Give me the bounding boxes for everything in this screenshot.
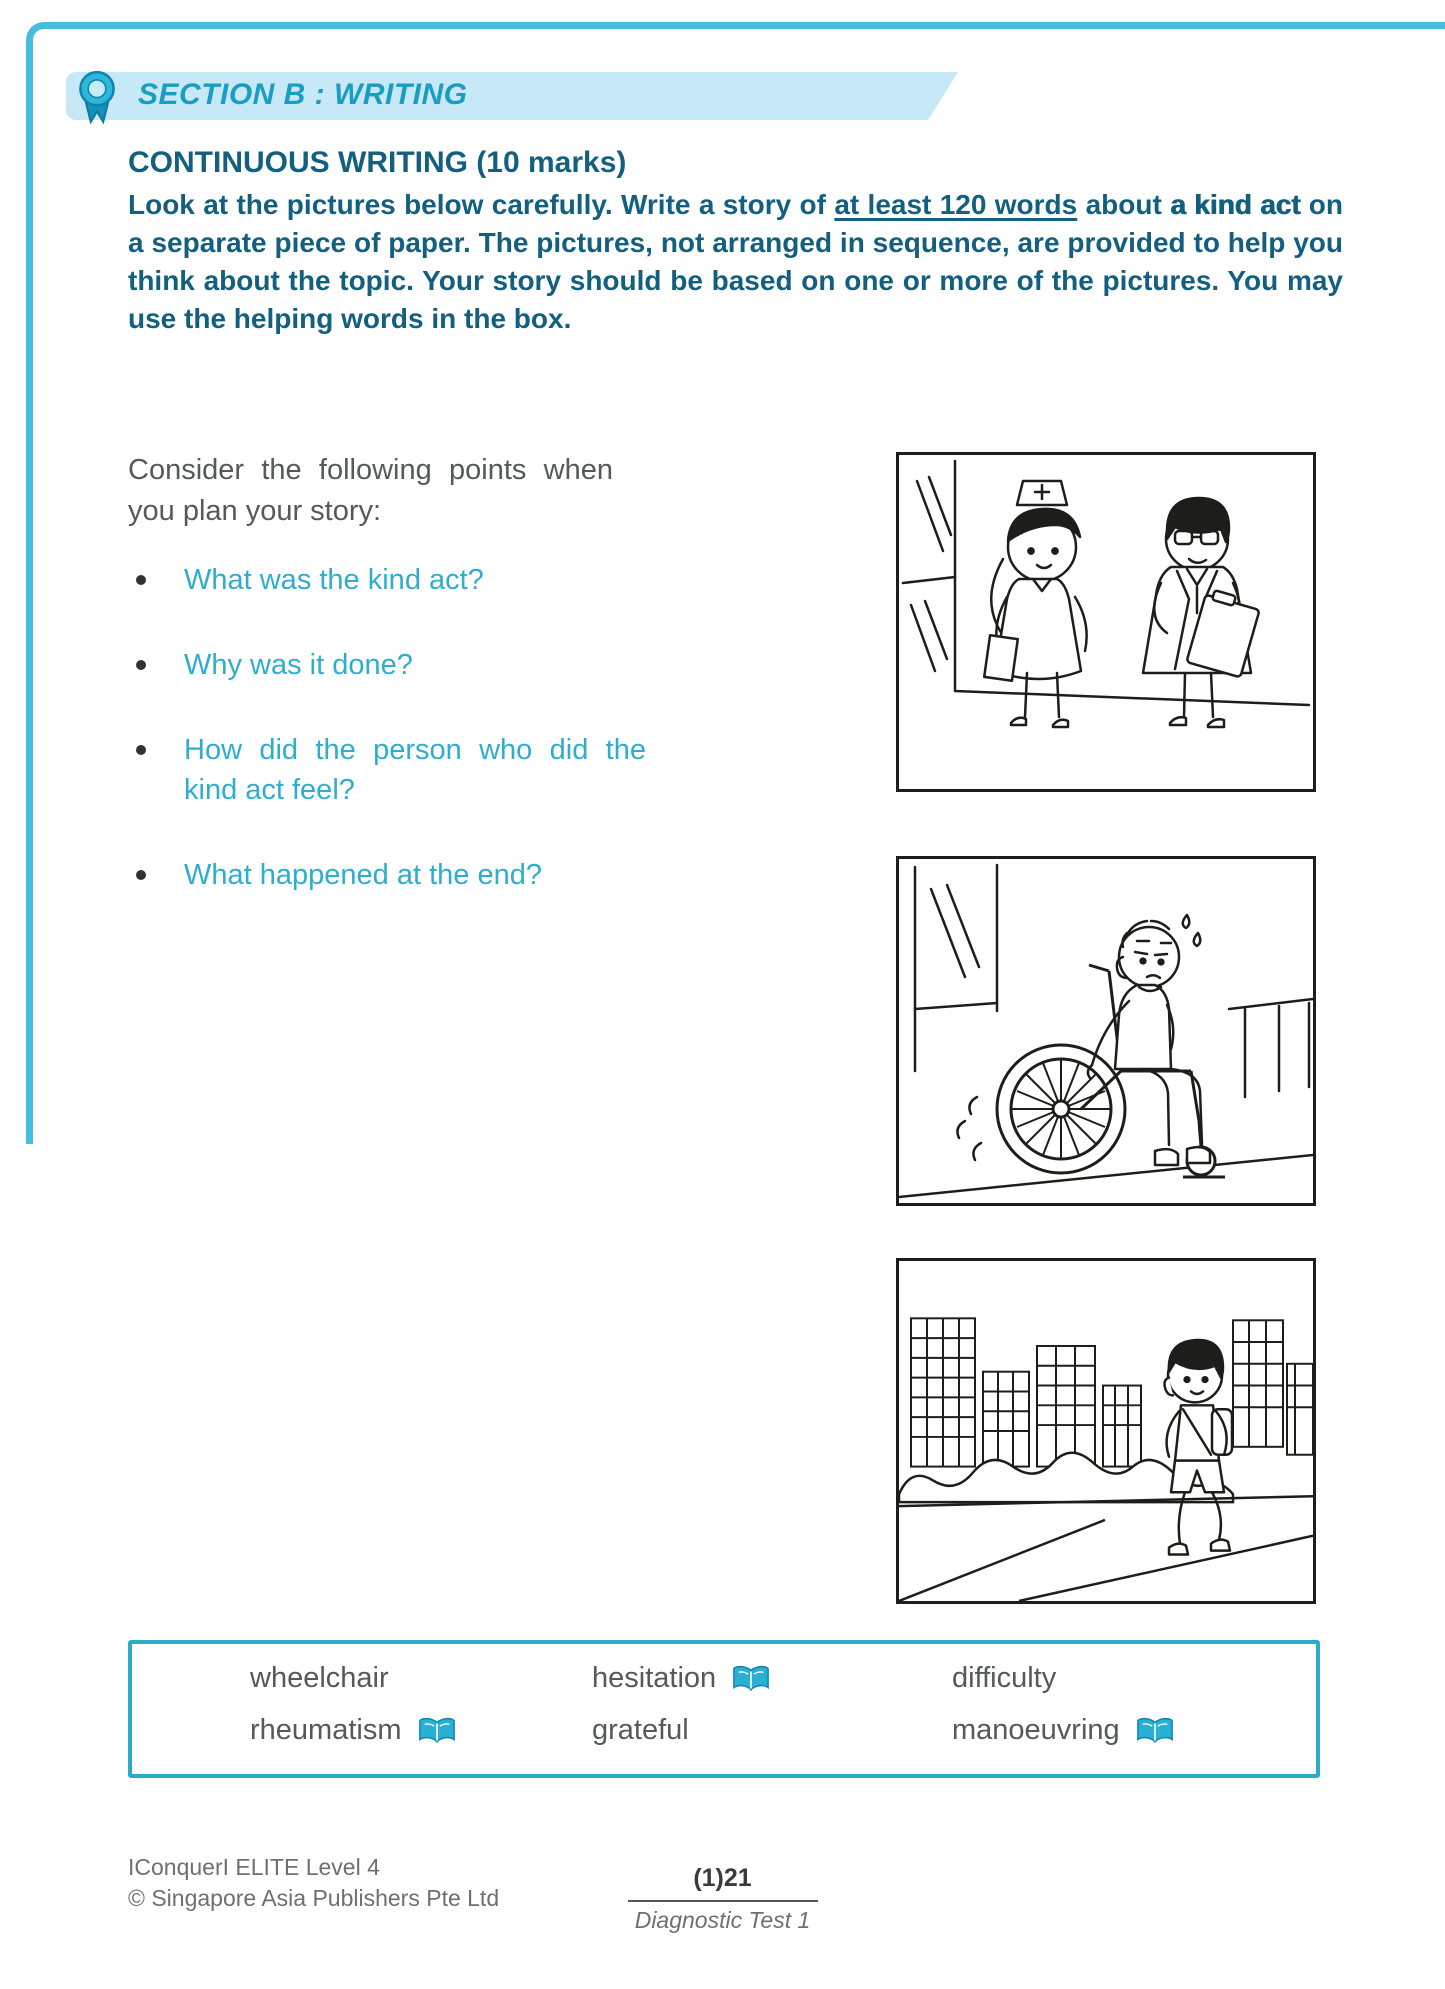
- planning-question: What happened at the end?: [184, 859, 542, 891]
- instruction-segment: Look at the pictures below carefully. Write a story of: [128, 189, 835, 220]
- book-icon: [1136, 1716, 1174, 1746]
- instruction-underlined-segment: at least 120 words: [834, 189, 1078, 220]
- illustration-boy-walking: [899, 1261, 1313, 1601]
- footer-page-block: [0, 1864, 1445, 1934]
- word-item: [952, 1714, 1174, 1747]
- city-skyline: [911, 1318, 1313, 1466]
- book-icon: [418, 1716, 456, 1746]
- task-instructions: [128, 186, 1343, 338]
- bullet-dot: [136, 575, 146, 585]
- footer-copyright: © Singapore Asia Publishers Pte Ltd: [128, 1885, 500, 1911]
- section-title: SECTION B : WRITING: [138, 78, 468, 111]
- picture-frame-wheelchair: [896, 856, 1316, 1206]
- doctor-figure: [1143, 498, 1260, 727]
- picture-frame-boy-walking: [896, 1258, 1316, 1604]
- picture-frame-nurse-doctor: [896, 452, 1316, 792]
- book-icon: [732, 1664, 770, 1694]
- wheelchair: [997, 965, 1225, 1177]
- footer-divider: [628, 1900, 818, 1902]
- planning-question: What was the kind act?: [184, 564, 484, 596]
- road: [899, 1496, 1313, 1601]
- word-label: wheelchair: [250, 1662, 389, 1694]
- illustration-wheelchair: [899, 859, 1313, 1203]
- planning-question-list: [136, 560, 696, 940]
- list-item: [136, 855, 696, 895]
- bullet-dot: [136, 660, 146, 670]
- instruction-segment: about: [1077, 189, 1171, 220]
- award-ribbon-icon: [70, 68, 124, 126]
- instruction-segment: on a separate piece of paper. The pictures, not arranged in sequence, are provided to help you think about the topic. Your story should be based on one or more of the pictures. You may use the helping words in the box.: [128, 189, 1343, 334]
- page-number: (1)21: [693, 1864, 752, 1892]
- planning-intro: Consider the following points when you plan your story:: [128, 454, 613, 527]
- word-item: [952, 1662, 1056, 1695]
- word-item: [250, 1714, 456, 1747]
- nurse-figure: [984, 481, 1086, 727]
- test-name: Diagnostic Test 1: [634, 1907, 811, 1933]
- boy-figure: [1165, 1340, 1233, 1555]
- word-item: [592, 1714, 689, 1747]
- word-item: [250, 1662, 389, 1695]
- footer-series: IConquerI ELITE Level 4: [128, 1854, 380, 1880]
- list-item: [136, 645, 696, 685]
- word-label: grateful: [592, 1714, 689, 1746]
- bullet-dot: [136, 745, 146, 755]
- word-label: rheumatism: [250, 1714, 402, 1746]
- illustration-nurse-doctor: [899, 455, 1313, 789]
- bullet-dot: [136, 870, 146, 880]
- instruction-topic-segment: a kind act: [1170, 189, 1301, 220]
- list-item: [136, 730, 696, 810]
- planning-question: Why was it done?: [184, 649, 413, 681]
- helping-words-box: [128, 1640, 1320, 1778]
- word-item: [592, 1662, 770, 1695]
- word-label: manoeuvring: [952, 1714, 1120, 1746]
- list-item: [136, 560, 696, 600]
- word-label: difficulty: [952, 1662, 1057, 1694]
- planning-question: How did the person who did the kind act feel?: [184, 734, 646, 806]
- word-label: hesitation: [592, 1662, 717, 1694]
- task-heading: CONTINUOUS WRITING (10 marks): [128, 146, 627, 179]
